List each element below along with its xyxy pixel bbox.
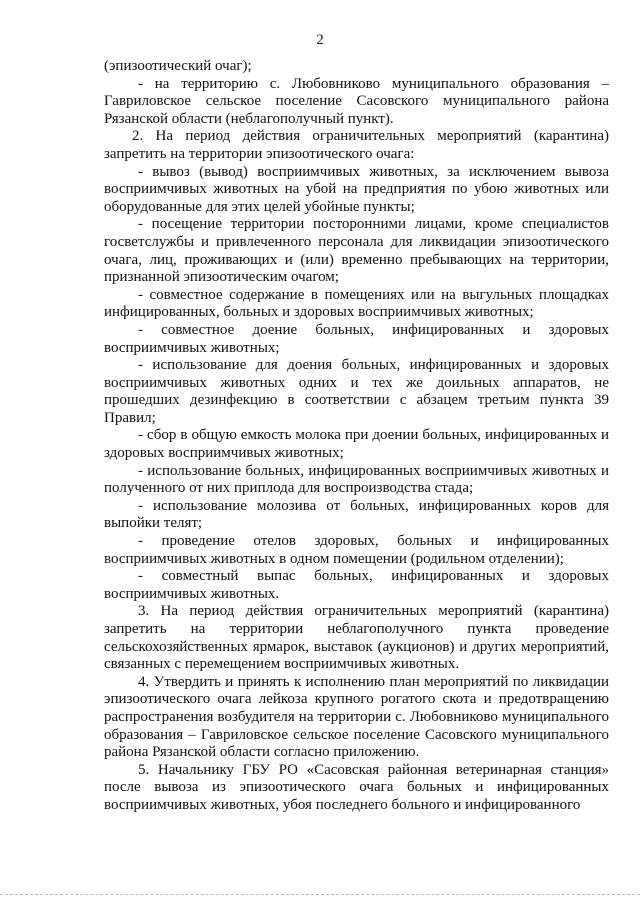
paragraph-9: - сбор в общую емкость молока при доении больных, инфицированных и здоровых восприимчивых животных; <box>104 427 609 462</box>
page-number: 2 <box>316 32 324 48</box>
paragraph-16: 5. Начальнику ГБУ РО «Сасовская районная ветеринарная станция» после вывоза из эпизоотического очага больных и инфицированных восприимчивых животных, убоя последнего больного и инфицированного <box>104 761 609 813</box>
paragraph-4: - вывоз (вывод) восприимчивых животных, за исключением вывоза восприимчивых животных на убой на предприятия по убою животных или оборудованные для этих целей убойные пункты; <box>104 163 609 215</box>
paragraph-6: - совместное содержание в помещениях или на выгульных площадках инфицированных, больных и здоровых восприимчивых животных; <box>104 286 609 321</box>
paragraph-1: (эпизоотический очаг); <box>104 58 252 74</box>
paragraph-11: - использование молозива от больных, инфицированных коров для выпойки телят; <box>104 497 609 532</box>
document-body <box>104 58 609 815</box>
scan-edge-line <box>0 894 640 895</box>
paragraph-7: - совместное доение больных, инфицированных и здоровых восприимчивых животных; <box>104 321 609 356</box>
paragraph-3: 2. На период действия ограничительных мероприятий (карантина) запретить на территории эпизоотического очага: <box>104 128 609 162</box>
paragraph-5: - посещение территории посторонними лицами, кроме специалистов госветслужбы и привлеченного персонала для ликвидации эпизоотического очага, лиц, проживающих и (или) временно пребывающих на территории, признанной эпизоотическим очагом; <box>104 216 609 286</box>
paragraph-10: - использование больных, инфицированных восприимчивых животных и полученного от них приплода для воспроизводства стада; <box>104 462 609 497</box>
paragraph-14: 3. На период действия ограничительных мероприятий (карантина) запретить на территории неблагополучного пункта проведение сельскохозяйственных ярмарок, выставок (аукционов) и других мероприятий, связанных с перемещением восприимчивых животных. <box>104 603 609 673</box>
paragraph-12: - проведение отелов здоровых, больных и инфицированных восприимчивых животных в одном помещении (родильном отделении); <box>104 533 609 567</box>
paragraph-15: 4. Утвердить и принять к исполнению план мероприятий по ликвидации эпизоотического очага лейкоза крупного рогатого скота и предотвращению распространения возбудителя на территории с. Любовниково муниципального образования – Гавриловское сельское поселение Сасовского муниципального района Рязанской области согласно приложению. <box>104 673 609 761</box>
paragraph-2: - на территорию с. Любовниково муниципального образования – Гавриловское сельское поселение Сасовского муниципального района Рязанской области (неблагополучный пункт). <box>104 75 609 127</box>
paragraph-13: - совместный выпас больных, инфицированных и здоровых восприимчивых животных. <box>104 568 609 602</box>
paragraph-8: - использование для доения больных, инфицированных и здоровых восприимчивых животных одних и тех же доильных аппаратов, не прошедших дезинфекцию в соответствии с абзацем третьим пункта 39 Правил; <box>104 357 609 426</box>
